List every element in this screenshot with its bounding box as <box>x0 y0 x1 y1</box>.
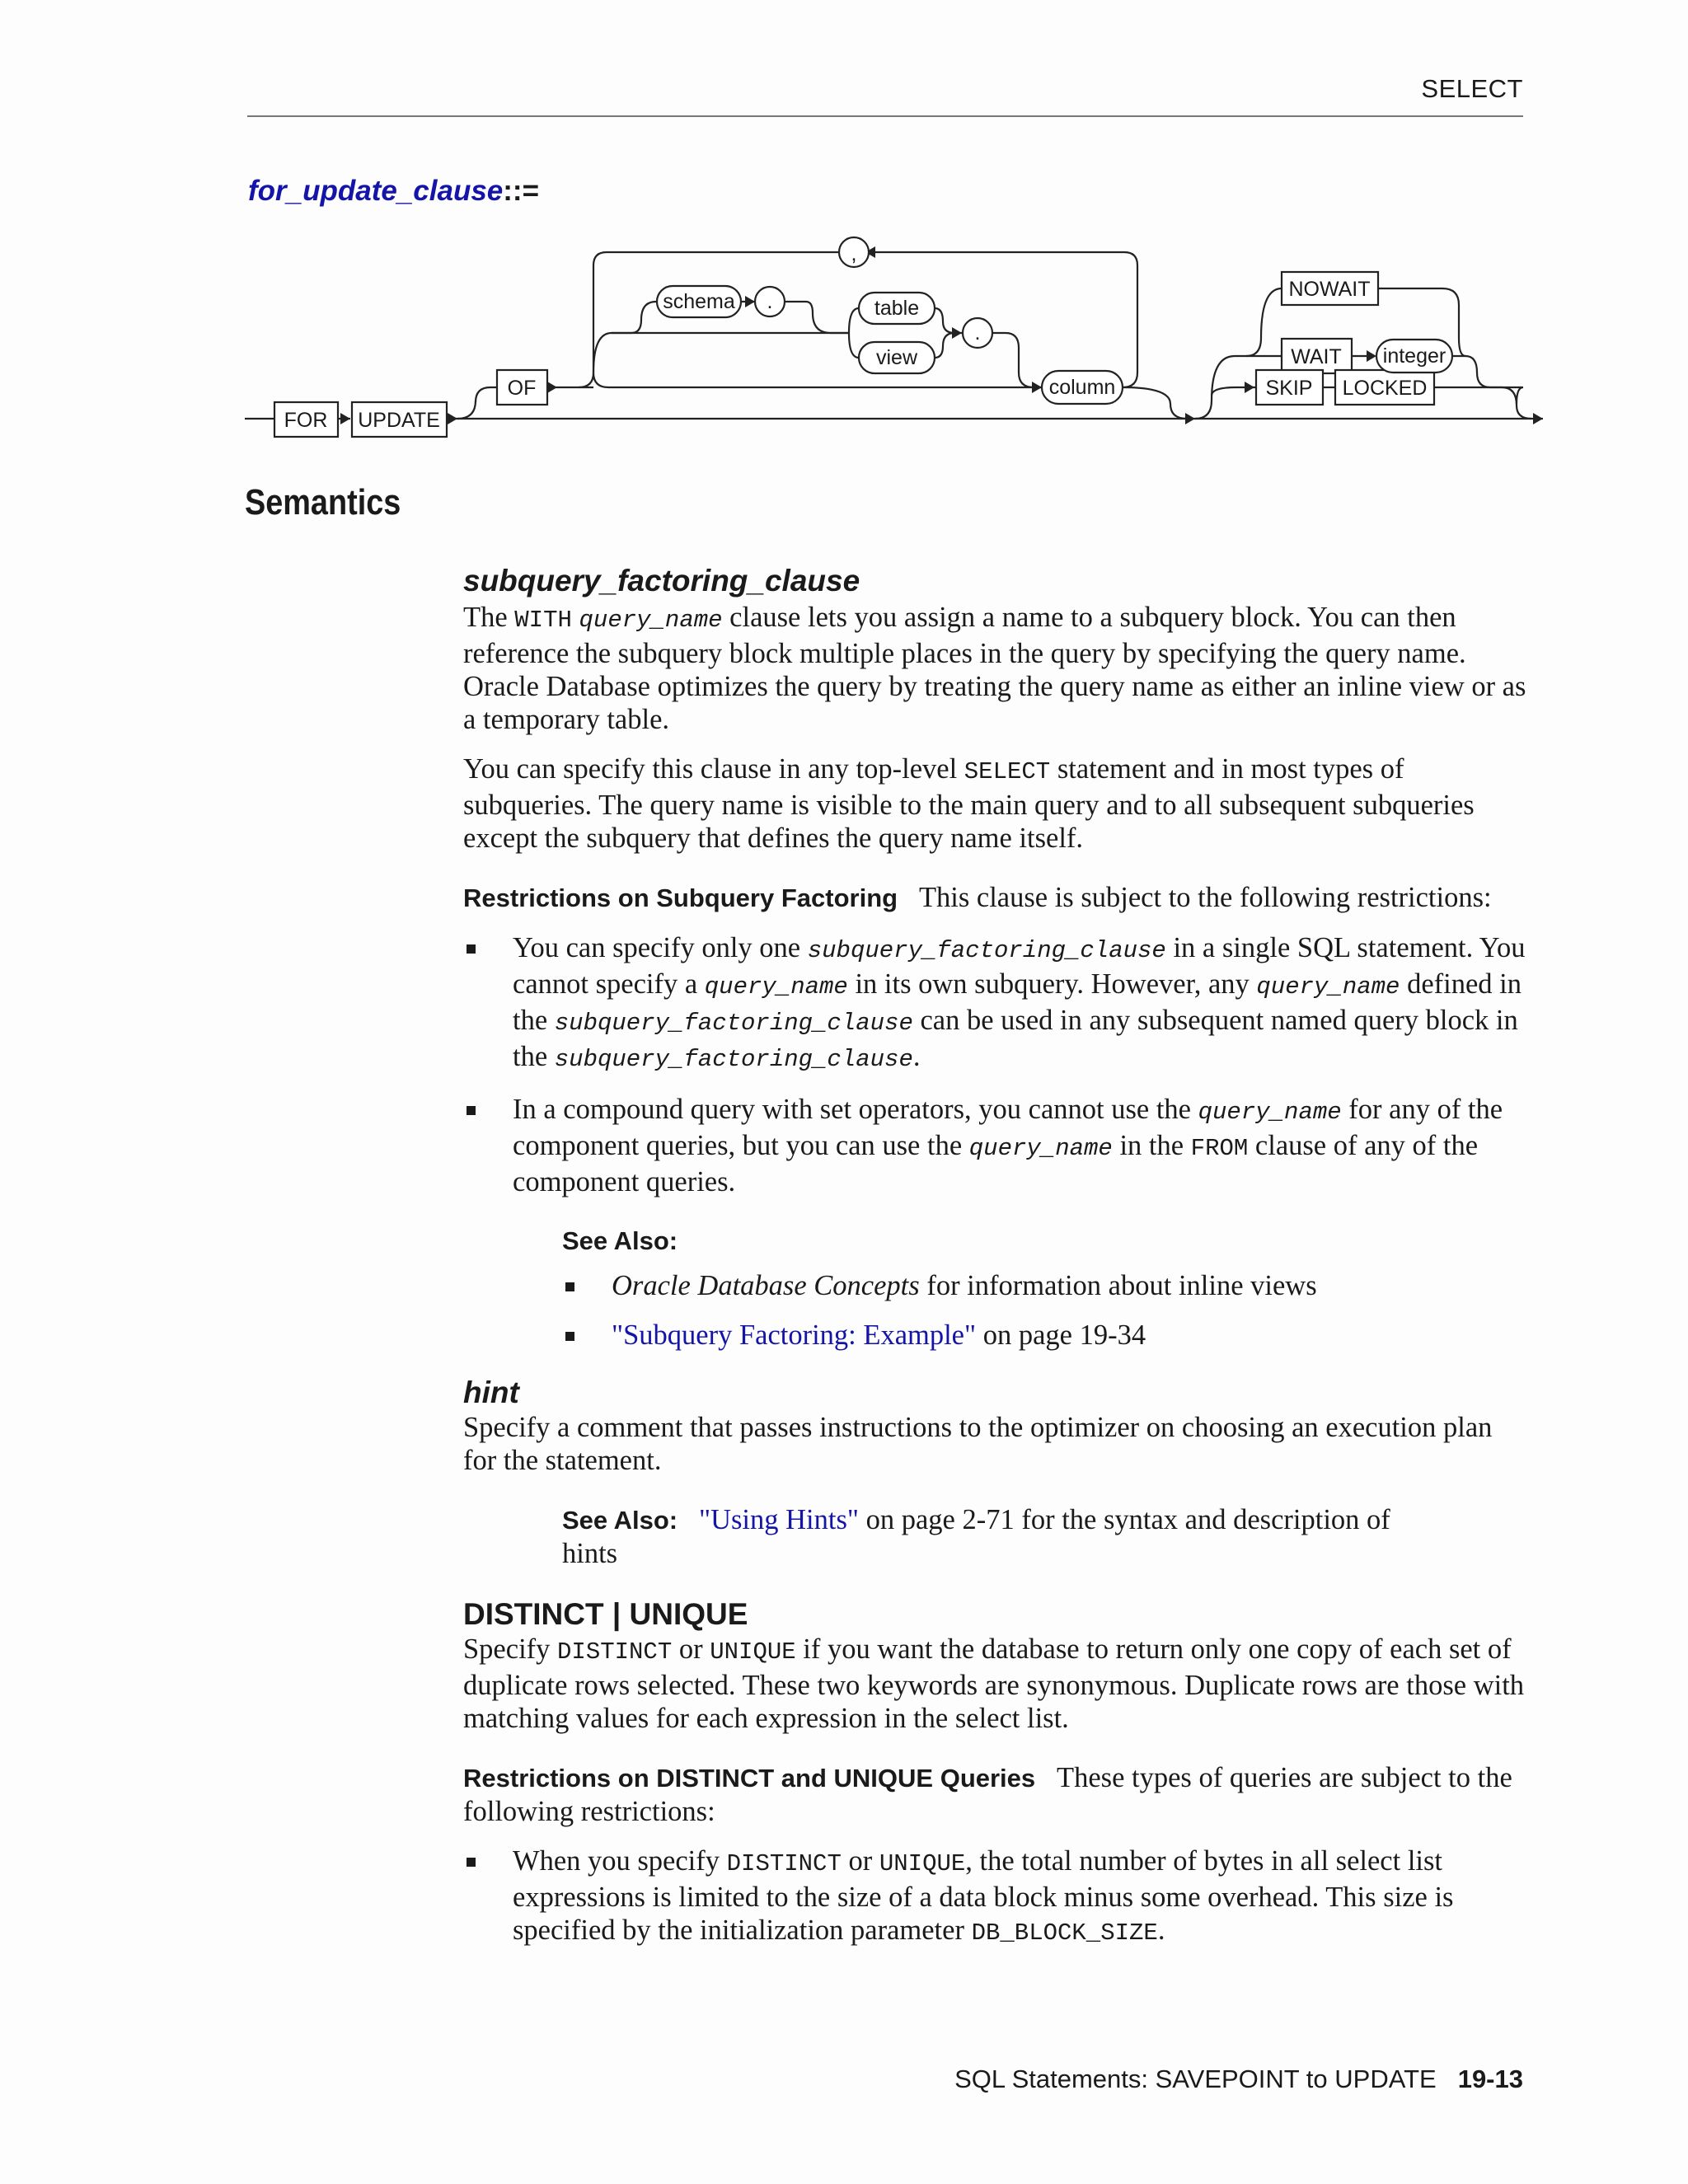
term-column <box>1042 371 1123 404</box>
term-integer <box>1376 340 1452 373</box>
bullet-icon <box>467 1106 476 1115</box>
subquery-example-link[interactable]: "Subquery Factoring: Example" <box>612 1319 977 1351</box>
list-item: You can specify only one subquery_factoring_clause in a single SQL statement. You cannot specify a query_name in its own subquery. However, any query_name defined in the subquery_factoring_clause can be used in any subsequent named query block in the subquery_factoring_clause. <box>463 931 1526 1076</box>
list-item: In a compound query with set operators, you cannot use the query_name for any of the component queries, but you can use the query_name in the FROM clause of any of the component queries. <box>463 1093 1526 1198</box>
keyword-locked <box>1335 370 1434 405</box>
semantics-heading: Semantics <box>245 482 401 523</box>
hint-heading: hint <box>463 1376 519 1409</box>
svg-text:NOWAIT: NOWAIT <box>1288 278 1371 301</box>
hint-paragraph: Specify a comment that passes instructions to the optimizer on choosing an execution plan for the statement. <box>463 1412 1493 1476</box>
keyword-nowait <box>1282 272 1378 305</box>
svg-text:column: column <box>1048 376 1116 399</box>
syntax-name: for_update_clause <box>248 175 504 207</box>
svg-text:schema: schema <box>663 290 735 313</box>
svg-text:table: table <box>874 297 920 320</box>
subquery-factoring-paragraph-2: You can specify this clause in any top-level SELECT statement and in most types of subqueries. The query name is visible to the main query and to all subsequent subqueries except the subquery that defines the query name itself. <box>463 753 1475 854</box>
see-also-list <box>562 1269 1526 1352</box>
see-also-label: See Also: <box>562 1506 678 1535</box>
svg-text:FOR: FOR <box>284 409 328 432</box>
distinct-paragraph: Specify DISTINCT or UNIQUE if you want the database to return only one copy of each set of duplicate rows selected. These two keywords are synonymous. Duplicate rows are those with matching values for each expression in the select list. <box>463 1633 1525 1734</box>
keyword-of <box>497 370 547 405</box>
subquery-factoring-heading: subquery_factoring_clause <box>463 564 860 598</box>
page-number: 19-13 <box>1457 2064 1523 2093</box>
subquery-restrictions-list <box>463 931 1526 1198</box>
svg-text:UPDATE: UPDATE <box>358 409 440 432</box>
distinct-restrictions-intro: Restrictions on DISTINCT and UNIQUE Queries These types of queries are subject to the following restrictions: <box>463 1762 1512 1827</box>
list-item: "Subquery Factoring: Example" on page 19-34 <box>562 1319 1526 1352</box>
running-header: SELECT <box>1421 74 1523 103</box>
header-rule <box>247 115 1523 117</box>
bullet-icon <box>467 944 476 954</box>
of-branch-rail <box>457 387 497 419</box>
term-view <box>859 342 935 373</box>
using-hints-link[interactable]: "Using Hints" <box>699 1504 859 1535</box>
svg-text:LOCKED: LOCKED <box>1342 377 1428 400</box>
svg-text:OF: OF <box>507 377 537 400</box>
svg-text:.: . <box>974 321 981 344</box>
bullet-icon <box>565 1282 574 1291</box>
footer-section-title: SQL Statements: SAVEPOINT to UPDATE <box>954 2064 1437 2093</box>
distinct-restrictions-list <box>463 1844 1526 1950</box>
term-comma <box>839 237 869 267</box>
schema-branch-rail <box>593 302 657 373</box>
svg-text:,: , <box>851 242 857 265</box>
list-item: Oracle Database Concepts for information about inline views <box>562 1269 1526 1302</box>
page-footer <box>247 2064 1523 2094</box>
see-also-label: See Also: <box>562 1226 678 1255</box>
svg-text:.: . <box>767 290 773 313</box>
book-title: Oracle Database Concepts <box>612 1270 920 1301</box>
svg-text:integer: integer <box>1382 344 1447 368</box>
subquery-see-also <box>562 1226 1526 1352</box>
semantics-content <box>463 563 1526 1950</box>
railroad-diagram <box>0 231 1688 445</box>
keyword-skip <box>1256 370 1323 405</box>
term-dot-1 <box>755 287 785 316</box>
bullet-icon <box>565 1332 574 1341</box>
keyword-update <box>352 402 447 437</box>
hint-see-also: See Also: "Using Hints" on page 2-71 for the syntax and description of hints <box>562 1504 1390 1569</box>
distinct-unique-heading: DISTINCT | UNIQUE <box>463 1597 748 1631</box>
term-schema <box>657 286 741 317</box>
keyword-wait <box>1282 339 1352 373</box>
term-table <box>859 293 935 324</box>
subquery-factoring-paragraph-1: The WITH query_name clause lets you assign a name to a subquery block. You can then reference the subquery block multiple places in the query by specifying the query name. Oracle Database optimizes the query by treating the query name as either an inline view or as a temporary table. <box>463 602 1526 735</box>
term-dot-2 <box>963 318 992 348</box>
bullet-icon <box>467 1858 476 1867</box>
keyword-for <box>274 402 338 437</box>
svg-text:WAIT: WAIT <box>1291 345 1342 368</box>
syntax-operator: ::= <box>503 175 540 207</box>
syntax-diagram-title <box>248 175 539 208</box>
subquery-restrictions-intro: Restrictions on Subquery Factoring This clause is subject to the following restrictions: <box>463 882 1492 913</box>
svg-text:SKIP: SKIP <box>1265 377 1313 400</box>
list-item: When you specify DISTINCT or UNIQUE, the total number of bytes in all select list expressions is limited to the size of a data block minus some overhead. This size is specified by the initialization parameter DB_BLOCK_SIZE. <box>463 1844 1526 1950</box>
table-view-rail <box>849 308 859 333</box>
svg-text:view: view <box>875 346 918 369</box>
